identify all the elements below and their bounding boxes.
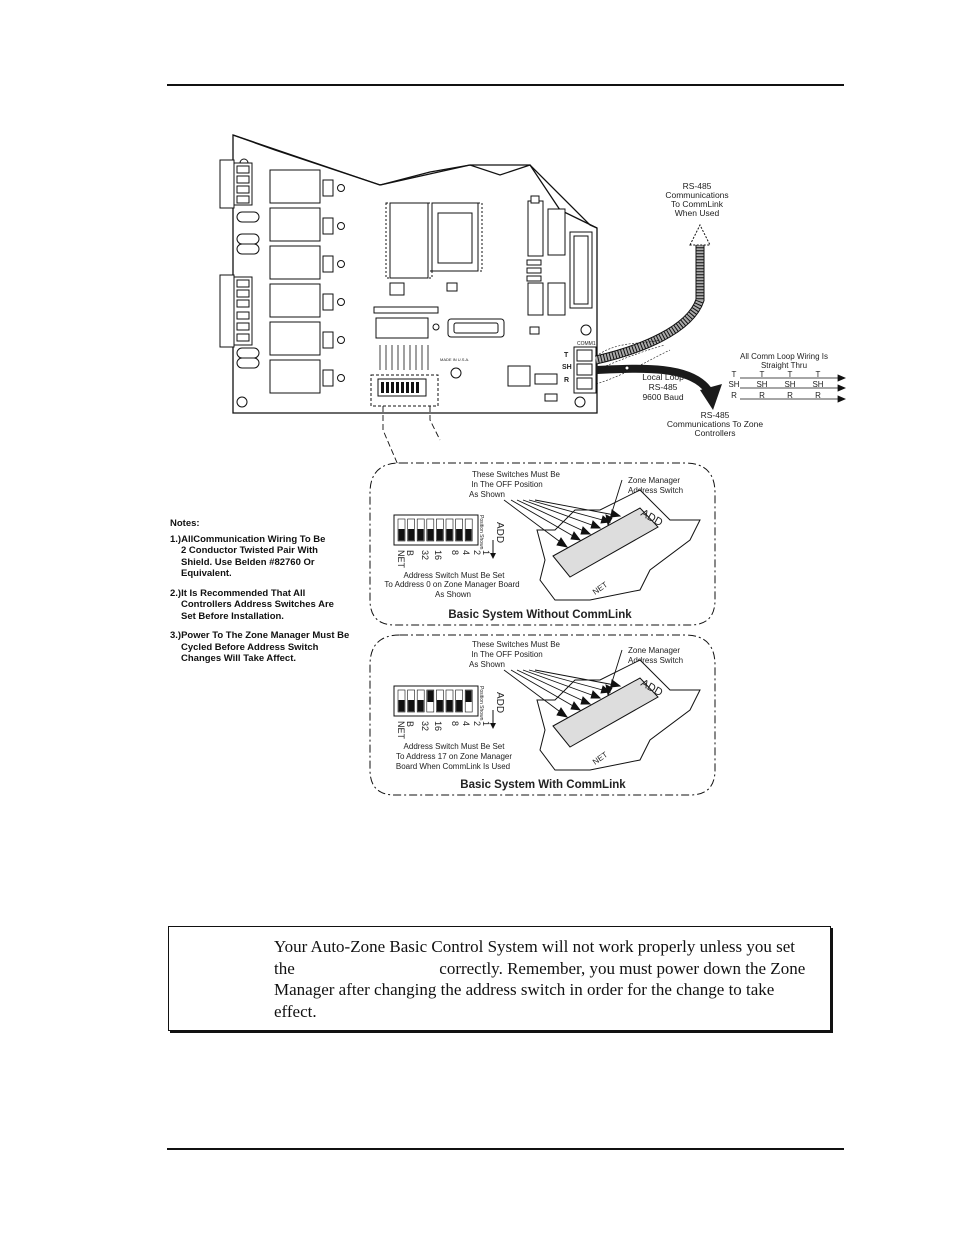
panel-with-commlink (370, 635, 715, 795)
panel2-dip-switch (394, 686, 505, 740)
svg-text:These Switches Must Be: These Switches Must Be (471, 640, 561, 649)
svg-text:As Shown: As Shown (468, 490, 506, 499)
dip-toggle (427, 691, 433, 703)
dip-toggle (447, 529, 453, 541)
svg-text:R: R (759, 391, 765, 400)
svg-text:ADD: ADD (638, 507, 665, 530)
panel1-off-note (469, 470, 561, 499)
local-loop-label (642, 372, 684, 402)
panel1-title: Basic System Without CommLink (448, 609, 632, 621)
terminal-block-1 (220, 160, 252, 208)
warning-text: Your Auto-Zone Basic Control System will not work properly unless you set the correctly. Remember, you must power down the Zone Manager after changing the address switch in order for the change to take effect. (274, 937, 810, 1021)
loop-wiring-label (740, 352, 828, 370)
svg-text:When Used: When Used (674, 208, 720, 218)
svg-text:Straight Thru: Straight Thru (760, 361, 808, 370)
svg-text:RS-485: RS-485 (648, 382, 678, 392)
svg-text:32: 32 (420, 550, 430, 561)
dip-toggle (427, 529, 433, 541)
svg-text:Controllers: Controllers (694, 428, 736, 438)
svg-text:Communications: Communications (665, 190, 729, 200)
panel2-switch-values (396, 721, 491, 740)
svg-text:Zone Manager: Zone Manager (628, 646, 681, 655)
commlink-cable (596, 225, 710, 384)
dip-toggle (418, 700, 424, 712)
panel1-dip-switch (394, 515, 505, 569)
comm-label: COMM1 (577, 341, 596, 347)
svg-text:To Address 0 on Zone Manager: To Address 0 on Zone Manager Board (384, 580, 520, 589)
svg-text:RS-485: RS-485 (700, 410, 730, 420)
svg-text:8: 8 (450, 550, 460, 556)
svg-text:SH: SH (784, 380, 796, 389)
svg-text:B: B (405, 550, 415, 557)
dip-toggle (447, 700, 453, 712)
svg-text:Address Switch Must Be Set: Address Switch Must Be Set (403, 571, 505, 580)
dip-toggle (456, 529, 462, 541)
svg-text:1: 1 (481, 550, 491, 556)
svg-text:R: R (815, 391, 821, 400)
panel1-net-label: NET (396, 550, 406, 568)
svg-text:In The OFF Position: In The OFF Position (471, 650, 543, 659)
svg-text:1: 1 (481, 721, 491, 727)
svg-text:T: T (815, 370, 821, 379)
svg-text:All Comm Loop Wiring Is: All Comm Loop Wiring Is (739, 352, 829, 361)
svg-text:Local Loop: Local Loop (642, 372, 684, 382)
dip-toggle (399, 529, 405, 541)
terminal-t-label: T (564, 352, 569, 359)
svg-text:R: R (787, 391, 793, 400)
svg-text:To CommLink: To CommLink (671, 199, 723, 209)
panel-without-commlink (370, 463, 715, 625)
panel1-add-label: ADD (494, 522, 505, 544)
board-address-switch (371, 375, 438, 406)
svg-text:9600 Baud: 9600 Baud (642, 392, 684, 402)
zone-manager-board (220, 135, 597, 413)
svg-text:8: 8 (450, 721, 460, 727)
svg-text:16: 16 (433, 721, 443, 732)
svg-text:SH: SH (756, 380, 768, 389)
svg-text:As Shown: As Shown (434, 590, 472, 599)
note-3: 3.)Power To The Zone Manager Must Be Cycled Before Address Switch Changes Will Take Affect. (170, 630, 350, 664)
terminal-sh-label: SH (562, 364, 572, 371)
svg-text:Address Switch: Address Switch (628, 486, 684, 495)
panel2-add-label: ADD (494, 692, 505, 714)
panel2-address-note (396, 742, 513, 771)
dip-toggle (437, 700, 443, 712)
svg-text:Position Shown: Position Shown (478, 515, 484, 550)
cpu-chip (386, 203, 432, 278)
panel2-off-note (469, 640, 561, 669)
panel2-net-label: NET (396, 721, 406, 739)
svg-text:2: 2 (472, 550, 482, 556)
panel1-switch-values (396, 550, 491, 569)
notes-heading: Notes: (170, 518, 200, 529)
dip-toggle (437, 529, 443, 541)
svg-text:R: R (731, 391, 737, 400)
svg-text:Position Shown: Position Shown (478, 686, 484, 721)
dip-toggle (466, 529, 472, 541)
svg-text:These Switches Must Be: These Switches Must Be (471, 470, 561, 479)
svg-text:2: 2 (472, 721, 482, 727)
eprom-chip (428, 203, 482, 271)
made-in-label: MADE IN U.S.A. (440, 357, 470, 362)
svg-text:32: 32 (420, 721, 430, 732)
svg-text:T: T (731, 370, 737, 379)
svg-text:As Shown: As Shown (468, 660, 506, 669)
svg-text:SH: SH (728, 380, 740, 389)
svg-text:Communications To Zone: Communications To Zone (666, 419, 764, 429)
svg-text:T: T (759, 370, 765, 379)
note-1: 1.)AllCommunication Wiring To Be 2 Conductor Twisted Pair With Shield. Use Belden #82760 Or Equivalent. (170, 533, 326, 579)
dip-toggle (399, 700, 405, 712)
svg-text:16: 16 (433, 550, 443, 561)
svg-text:B: B (405, 721, 415, 728)
dip-toggle (466, 691, 472, 703)
panel2-title: Basic System With CommLink (460, 779, 626, 791)
installation-notes (170, 518, 370, 673)
svg-text:Board When CommLink Is Used: Board When CommLink Is Used (395, 762, 511, 771)
svg-text:In The OFF Position: In The OFF Position (471, 480, 543, 489)
svg-text:NET: NET (590, 580, 610, 597)
terminal-r-label: R (564, 377, 570, 384)
panel1-address-note (384, 571, 519, 599)
svg-text:Address Switch: Address Switch (628, 656, 684, 665)
dip-toggle (408, 529, 414, 541)
ribbon-header (570, 232, 592, 308)
svg-text:Zone Manager: Zone Manager (628, 476, 681, 485)
comm-terminal-block (574, 347, 596, 393)
terminal-block-2 (220, 275, 252, 347)
warning-callout (168, 926, 831, 1031)
svg-text:ADD: ADD (638, 677, 665, 700)
rs485-zone-label (667, 410, 763, 438)
note-2: 2.)It Is Recommended That All Controllers Address Switches Are Set Before Installation. (170, 587, 334, 622)
svg-text:SH: SH (812, 380, 824, 389)
svg-text:Address Switch Must Be Set: Address Switch Must Be Set (403, 742, 505, 751)
svg-text:4: 4 (461, 550, 471, 556)
svg-text:NET: NET (590, 750, 610, 767)
dip-toggle (456, 700, 462, 712)
svg-text:4: 4 (461, 721, 471, 727)
dip-toggle (418, 529, 424, 541)
svg-text:RS-485: RS-485 (682, 181, 712, 191)
svg-text:To Address 17 on Zone Manager: To Address 17 on Zone Manager (395, 752, 513, 761)
svg-text:T: T (787, 370, 793, 379)
dip-toggle (408, 700, 414, 712)
loop-terminal-labels (728, 370, 823, 400)
rs485-commlink-label (665, 181, 728, 218)
